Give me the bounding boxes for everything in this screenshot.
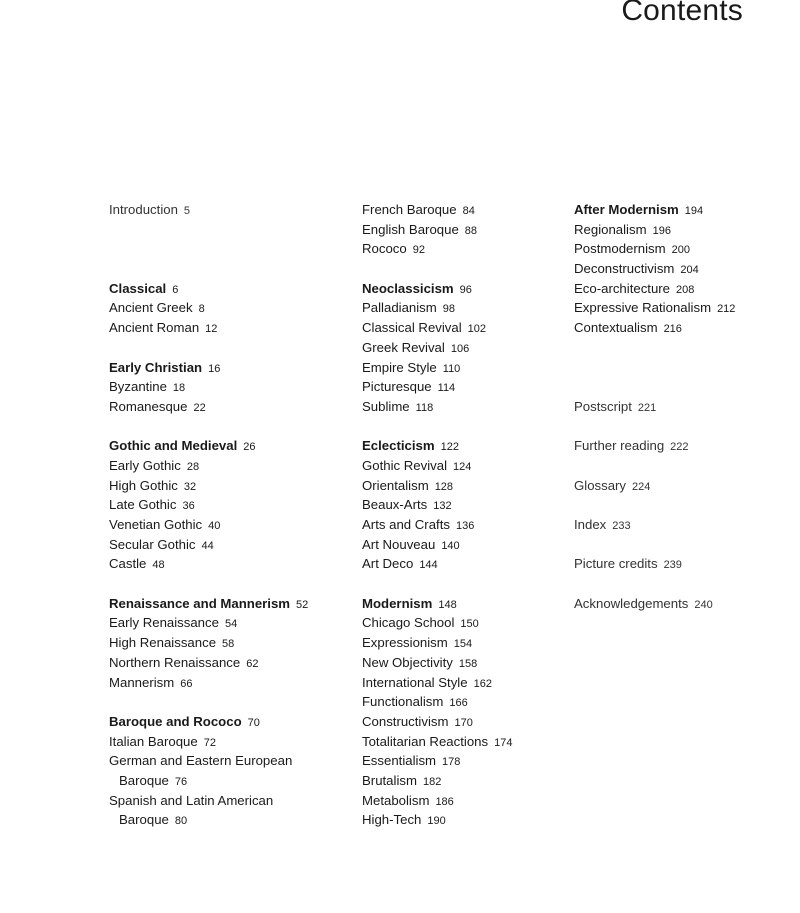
toc-entry-italian-baroque[interactable]: Italian Baroque 72 — [109, 733, 216, 749]
toc-entry-secular-gothic[interactable]: Secular Gothic 44 — [109, 536, 214, 552]
toc-entry-picture-credits[interactable]: Picture credits 239 — [574, 556, 682, 572]
toc-entry-totalitarian-reactions[interactable]: Totalitarian Reactions 174 — [362, 733, 513, 749]
toc-section-neoclassicism[interactable]: Neoclassicism 96 — [362, 280, 472, 296]
toc-entry-german-eastern-baroque-cont[interactable]: Baroque 76 — [119, 772, 188, 788]
toc-entry-expressive-rationalism[interactable]: Expressive Rationalism 212 — [574, 300, 736, 316]
toc-section-early-christian[interactable]: Early Christian 16 — [109, 359, 221, 375]
toc-entry-beaux-arts[interactable]: Beaux-Arts 132 — [362, 497, 452, 513]
page-title: Contents — [621, 0, 743, 27]
toc-entry-orientalism[interactable]: Orientalism 128 — [362, 477, 454, 493]
toc-section-gothic-medieval[interactable]: Gothic and Medieval 26 — [109, 438, 256, 454]
toc-entry-rococo[interactable]: Rococo 92 — [362, 241, 425, 257]
toc-entry-mannerism[interactable]: Mannerism 66 — [109, 674, 193, 690]
toc-entry-functionalism[interactable]: Functionalism 166 — [362, 694, 468, 710]
toc-entry-new-objectivity[interactable]: New Objectivity 158 — [362, 654, 478, 670]
toc-entry-palladianism[interactable]: Palladianism 98 — [362, 300, 456, 316]
toc-entry-arts-crafts[interactable]: Arts and Crafts 136 — [362, 517, 475, 532]
toc-entry-gothic-revival[interactable]: Gothic Revival 124 — [362, 457, 472, 473]
toc-entry-expressionism[interactable]: Expressionism 154 — [362, 635, 473, 651]
toc-entry-high-renaissance[interactable]: High Renaissance 58 — [109, 635, 235, 651]
toc-entry-art-nouveau[interactable]: Art Nouveau 140 — [362, 536, 460, 552]
toc-section-classical[interactable]: Classical 6 — [109, 280, 179, 296]
toc-column-1 — [109, 200, 349, 830]
toc-entry-chicago-school[interactable]: Chicago School 150 — [362, 615, 479, 631]
toc-entry-ancient-greek[interactable]: Ancient Greek 8 — [109, 300, 205, 316]
toc-entry-high-tech[interactable]: High-Tech 190 — [362, 812, 446, 828]
toc-entry-picturesque[interactable]: Picturesque 114 — [362, 379, 456, 395]
toc-entry-acknowledgements[interactable]: Acknowledgements 240 — [574, 595, 713, 611]
toc-entry-late-gothic[interactable]: Late Gothic 36 — [109, 497, 195, 513]
toc-entry-romanesque[interactable]: Romanesque 22 — [109, 398, 206, 414]
toc-entry-greek-revival[interactable]: Greek Revival 106 — [362, 339, 470, 355]
toc-entry-spanish-latin-baroque-cont[interactable]: Baroque 80 — [119, 812, 188, 828]
toc-entry-castle[interactable]: Castle 48 — [109, 556, 165, 572]
toc-entry-index[interactable]: Index 233 — [574, 517, 631, 533]
toc-entry-regionalism[interactable]: Regionalism 196 — [574, 221, 671, 237]
toc-entry-art-deco[interactable]: Art Deco 144 — [362, 556, 438, 572]
toc-entry-early-gothic[interactable]: Early Gothic 28 — [109, 457, 200, 473]
toc-section-eclecticism[interactable]: Eclecticism 122 — [362, 438, 459, 454]
toc-entry-empire-style[interactable]: Empire Style 110 — [362, 359, 461, 375]
toc-entry-northern-renaissance[interactable]: Northern Renaissance 62 — [109, 654, 259, 670]
toc-entry-metabolism[interactable]: Metabolism 186 — [362, 792, 454, 808]
toc-entry-international-style[interactable]: International Style 162 — [362, 674, 492, 690]
toc-entry-glossary[interactable]: Glossary 224 — [574, 477, 651, 493]
toc-entry-classical-revival[interactable]: Classical Revival 102 — [362, 320, 487, 336]
toc-entry-german-eastern-baroque[interactable]: German and Eastern European — [109, 753, 293, 769]
toc-entry-high-gothic[interactable]: High Gothic 32 — [109, 477, 197, 493]
toc-entry-sublime[interactable]: Sublime 118 — [362, 398, 434, 414]
toc-entry-venetian-gothic[interactable]: Venetian Gothic 40 — [109, 517, 221, 533]
toc-entry-postmodernism[interactable]: Postmodernism 200 — [574, 241, 690, 257]
toc-entry-constructivism[interactable]: Constructivism 170 — [362, 713, 473, 729]
toc-section-after-modernism[interactable]: After Modernism 194 — [574, 202, 704, 217]
toc-entry-deconstructivism[interactable]: Deconstructivism 204 — [574, 261, 699, 277]
toc-entry-further-reading[interactable]: Further reading 222 — [574, 438, 689, 454]
toc-entry-eco-architecture[interactable]: Eco-architecture 208 — [574, 280, 695, 296]
toc-section-renaissance-mannerism[interactable]: Renaissance and Mannerism 52 — [109, 595, 309, 611]
toc-column-3 — [574, 200, 794, 613]
toc-entry-early-renaissance[interactable]: Early Renaissance 54 — [109, 615, 238, 631]
toc-section-baroque-rococo[interactable]: Baroque and Rococo 70 — [109, 713, 260, 729]
toc-entry-postscript[interactable]: Postscript 221 — [574, 398, 657, 414]
toc-entry-brutalism[interactable]: Brutalism 182 — [362, 772, 442, 788]
toc-entry-byzantine[interactable]: Byzantine 18 — [109, 379, 186, 395]
toc-entry-ancient-roman[interactable]: Ancient Roman 12 — [109, 320, 218, 336]
toc-entry-spanish-latin-baroque[interactable]: Spanish and Latin American — [109, 792, 274, 808]
toc-entry-english-baroque[interactable]: English Baroque 88 — [362, 221, 478, 237]
toc-section-modernism[interactable]: Modernism 148 — [362, 595, 457, 611]
toc-entry-essentialism[interactable]: Essentialism 178 — [362, 753, 461, 769]
toc-entry-french-baroque[interactable]: French Baroque 84 — [362, 202, 475, 217]
toc-entry-introduction[interactable]: Introduction 5 — [109, 202, 191, 217]
toc-column-2 — [362, 200, 562, 830]
toc-entry-contextualism[interactable]: Contextualism 216 — [574, 320, 682, 336]
